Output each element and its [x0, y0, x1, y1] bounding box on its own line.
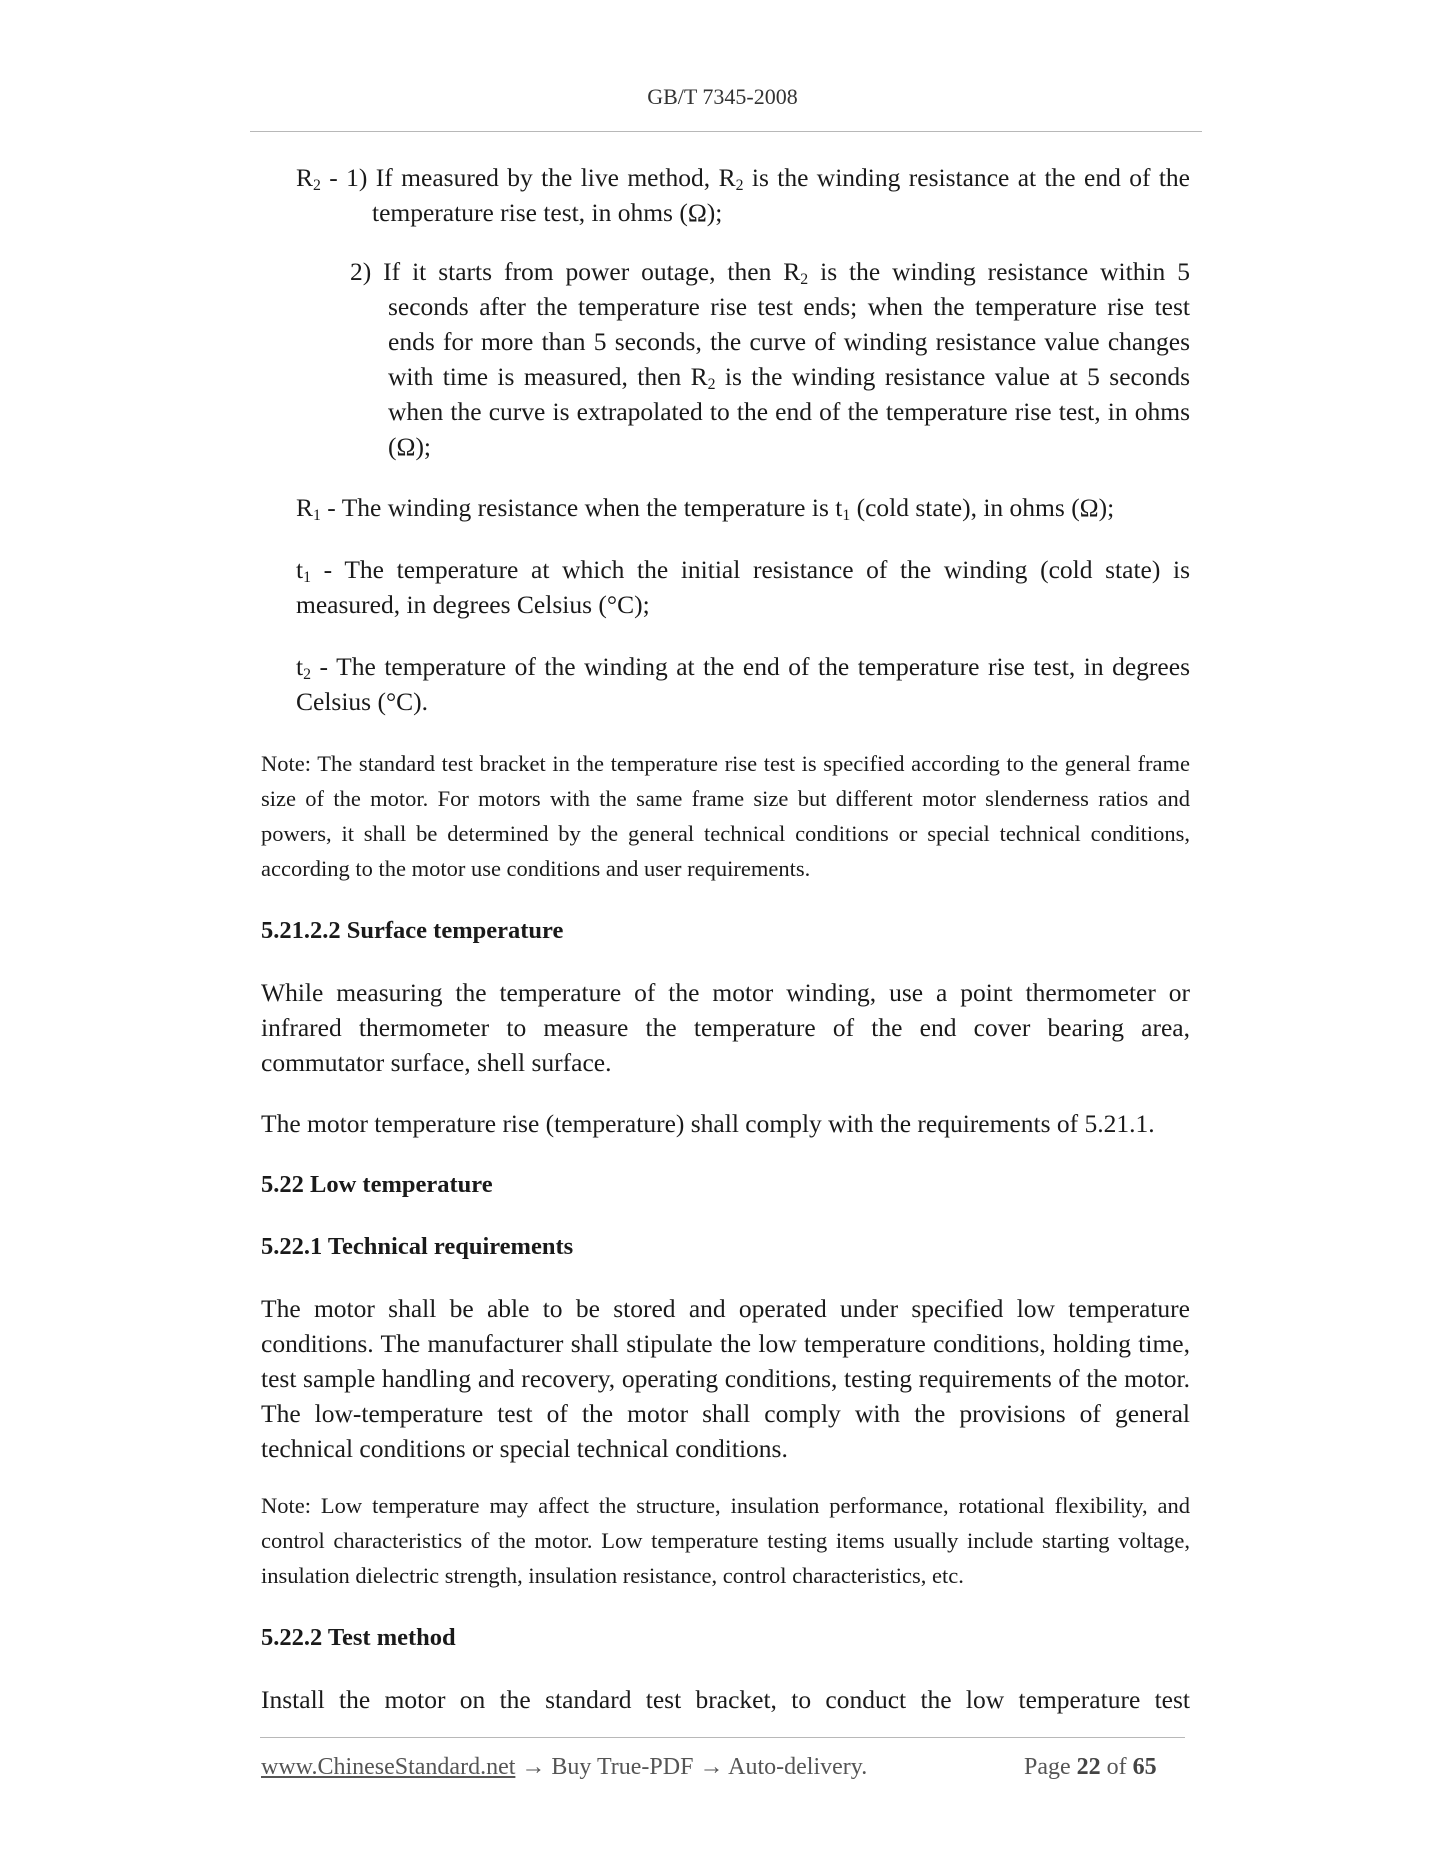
- note-test-bracket: Note: The standard test bracket in the temperature rise test is specified according to the general frame size of the motor. For motors with the same frame size but different motor slenderness ratios and powers, it shall be determined by the general technical conditions or special technical conditions, according to the motor use conditions and user requirements.: [261, 751, 1190, 881]
- t1-definition: $t_1$ - The temperature at which the initial resistance of the winding (cold state) is measured, in degrees Celsius (°C);: [296, 555, 1190, 619]
- page-indicator: Page 22 of 65: [1024, 1754, 1157, 1780]
- r1-definition: $R_1$ - The winding resistance when the temperature is $t_1$ (cold state), in ohms (Ω);: [296, 493, 1115, 524]
- paragraph-surface-temperature: While measuring the temperature of the motor winding, use a point thermometer or infrared thermometer to measure the temperature of the end cover bearing area, commutator surface, shell surface.: [261, 978, 1190, 1077]
- r2-definition-item-1: $R_2 - 1$) If measured by the live method, $R_2$ is the winding resistance at the end of the temperature rise test, in ohms (Ω);: [296, 163, 1190, 227]
- buy-pdf-text: Buy True-PDF: [551, 1754, 694, 1780]
- paragraph-low-temperature-requirements: The motor shall be able to be stored and operated under specified low temperature conditions. The manufacturer shall stipulate the low temperature conditions, holding time, test sample handling and recovery, operating conditions, testing requirements of the motor. The low-temperature test of the motor shall comply with the provisions of general technical conditions or special technical conditions.: [261, 1294, 1190, 1463]
- paragraph-comply: The motor temperature rise (temperature) shall comply with the requirements of 5.21.1.: [261, 1109, 1155, 1138]
- note-low-temperature: Note: Low temperature may affect the structure, insulation performance, rotational flexibility, and control characteristics of the motor. Low temperature testing items usually include starting voltage, insulation dielectric strength, insulation resistance, control characteristics, etc.: [261, 1493, 1190, 1588]
- footer-divider: [260, 1737, 1185, 1738]
- footer-promo: [261, 1754, 867, 1781]
- paragraph-install-motor: Install the motor on the standard test bracket, to conduct the low temperature test: [261, 1685, 1190, 1714]
- auto-delivery-text: Auto-delivery.: [728, 1754, 868, 1780]
- website-link[interactable]: www.ChineseStandard.net: [261, 1754, 516, 1780]
- r2-definition-item-2: 2) If it starts from power outage, then $R_2$ is the winding resistance within 5 seconds after the temperature rise test ends; when the temperature rise test ends for more than 5 seconds, the curve of winding resistance value changes with time is measured, then $R_2$ is the winding resistance value at 5 seconds when the curve is extrapolated to the end of the temperature rise test, in ohms (Ω);: [350, 257, 1191, 461]
- document-code-header: GB/T 7345-2008: [647, 84, 798, 109]
- arrow-right-icon: →: [693, 1754, 729, 1780]
- arrow-right-icon: →: [515, 1754, 552, 1780]
- heading-5-21-2-2: 5.21.2.2 Surface temperature: [261, 917, 564, 944]
- heading-5-22: 5.22 Low temperature: [261, 1171, 493, 1198]
- heading-5-22-1: 5.22.1 Technical requirements: [261, 1233, 574, 1260]
- heading-5-22-2: 5.22.2 Test method: [261, 1624, 456, 1651]
- total-page-count: 65: [1132, 1754, 1157, 1780]
- current-page-number: 22: [1076, 1754, 1101, 1780]
- t2-definition: $t_2$ - The temperature of the winding at the end of the temperature rise test, in degrees Celsius (°C).: [296, 652, 1190, 716]
- header-divider: [250, 131, 1202, 132]
